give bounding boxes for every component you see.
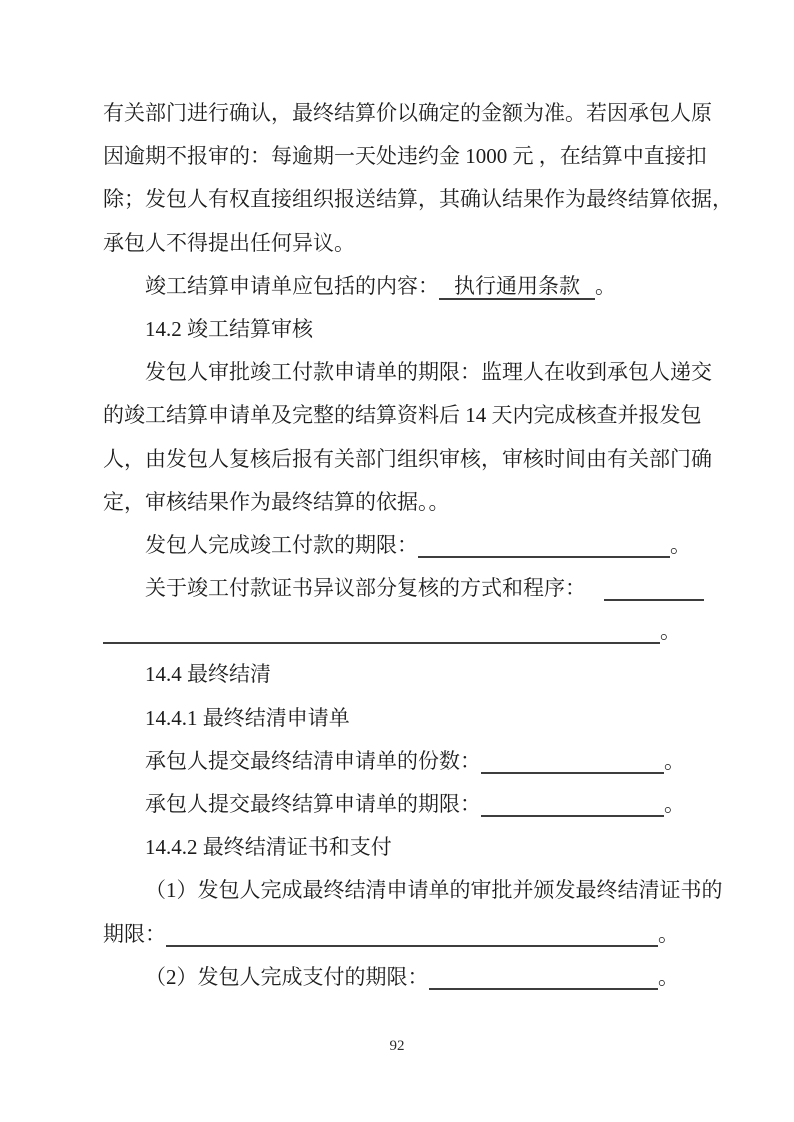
blank-field[interactable]	[481, 772, 664, 774]
blank-field[interactable]	[103, 642, 660, 644]
submission-deadline-fill-line	[103, 783, 691, 826]
period-mark: 。	[660, 619, 681, 644]
item-2-payment-fill-line	[103, 956, 691, 999]
paragraph-line: 承包人不得提出任何异议。	[103, 230, 355, 255]
blank-field[interactable]	[604, 599, 704, 601]
blank-continuation-line	[103, 610, 691, 653]
clause-heading-14-2: 14.2 竣工结算审核	[145, 316, 313, 341]
field-label: 关于竣工付款证书异议部分复核的方式和程序：	[145, 576, 586, 601]
paragraph-line: 人，由发包人复核后报有关部门组织审核，审核时间由有关部门确	[103, 446, 712, 471]
settlement-content-fill-line	[103, 265, 691, 308]
blank-field[interactable]	[429, 988, 659, 990]
field-label: 期限：	[103, 921, 166, 946]
paragraph-line: 定，审核结果作为最终结算的依据。。	[103, 489, 450, 514]
paragraph-line: 除；发包人有权直接组织报送结算，其确认结果作为最终结算依据，	[103, 187, 733, 212]
paragraph-line: 有关部门进行确认，最终结算价以确定的金额为准。若因承包人原	[103, 101, 712, 125]
copies-fill-line	[103, 740, 691, 783]
field-label: 承包人提交最终结算申请单的期限：	[145, 791, 481, 816]
item-1-deadline-fill-line	[103, 913, 691, 956]
clause-heading-14-4-2: 14.4.2 最终结清证书和支付	[145, 835, 392, 860]
blank-field[interactable]	[481, 815, 664, 817]
blank-field[interactable]	[166, 945, 658, 947]
paragraph-line: 的竣工结算申请单及完整的结算资料后 14 天内完成核查并报发包	[103, 403, 702, 428]
field-label: 竣工结算申请单应包括的内容：	[145, 273, 439, 298]
period-mark: 。	[670, 532, 691, 557]
period-mark: 。	[595, 273, 616, 298]
field-label: 发包人完成竣工付款的期限：	[145, 532, 418, 557]
period-mark: 。	[664, 748, 685, 773]
paragraph-line: 因逾期不报审的：每逾期一天处违约金 1000 元 ，在结算中直接扣	[103, 144, 707, 169]
field-label: 承包人提交最终结清申请单的份数：	[145, 748, 481, 773]
document-body	[103, 92, 733, 999]
clause-heading-14-4-1: 14.4.1 最终结清申请单	[145, 705, 350, 730]
period-mark: 。	[658, 921, 679, 946]
blank-field[interactable]	[418, 556, 670, 558]
underlined-value[interactable]: 执行通用条款	[439, 274, 595, 300]
clause-heading-14-4: 14.4 最终结清	[145, 662, 271, 687]
page-number: 92	[389, 1038, 405, 1054]
field-label: （2）发包人完成支付的期限：	[145, 964, 429, 989]
review-method-fill-line	[103, 567, 691, 610]
payment-deadline-fill-line	[103, 524, 691, 567]
period-mark: 。	[664, 791, 685, 816]
period-mark: 。	[658, 964, 679, 989]
item-1-line: （1）发包人完成最终结清申请单的审批并颁发最终结清证书的	[145, 878, 723, 903]
paragraph-line: 发包人审批竣工付款申请单的期限：监理人在收到承包人递交	[145, 360, 712, 385]
